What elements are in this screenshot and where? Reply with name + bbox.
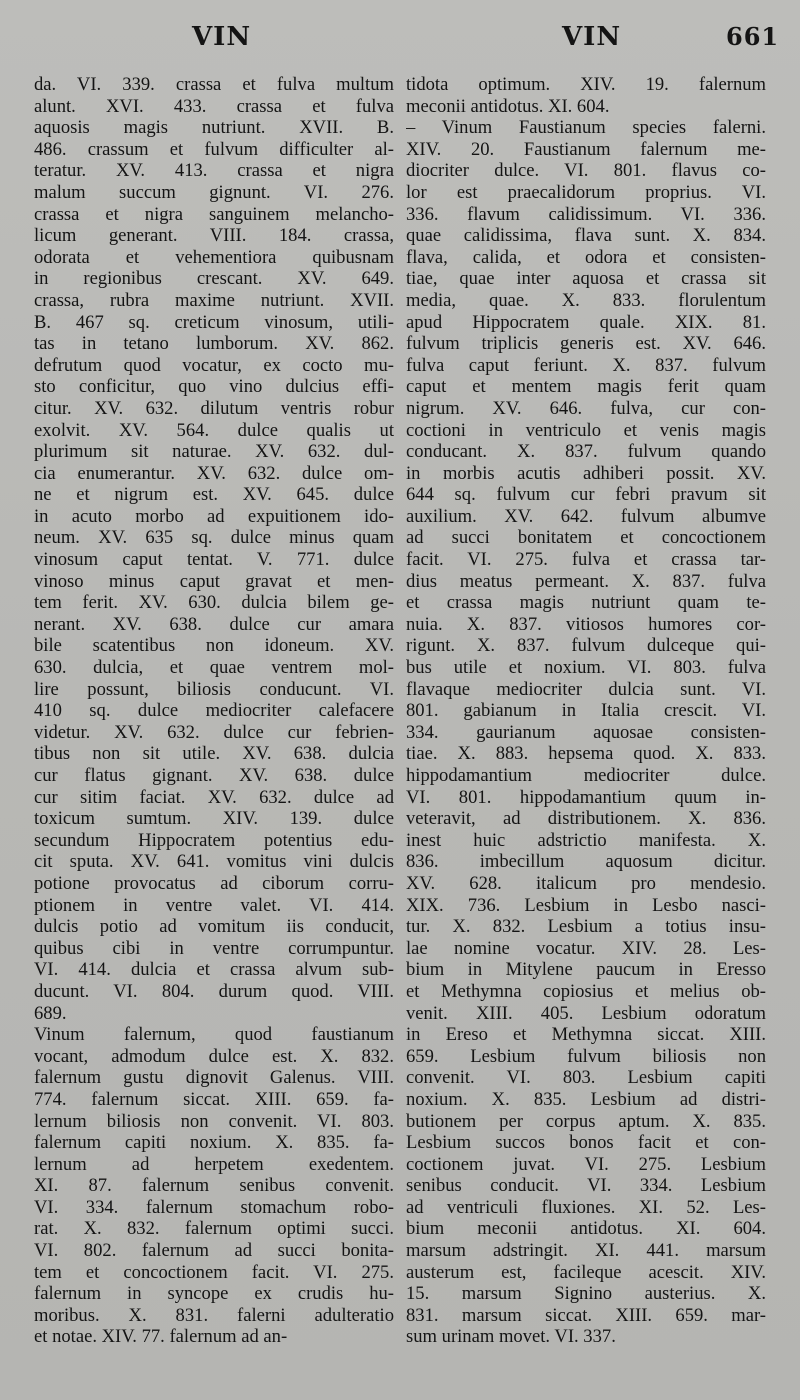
page-number: 661 — [726, 22, 780, 51]
text-line: facit. VI. 275. fulva et crassa tar- — [406, 549, 766, 571]
text-line: rat. X. 832. falernum optimi succi. — [34, 1218, 394, 1240]
text-line: licum generant. VIII. 184. crassa, — [34, 225, 394, 247]
text-line: 801. gabianum in Italia crescit. VI. — [406, 700, 766, 722]
text-line: potione provocatus ad ciborum corru- — [34, 872, 394, 894]
text-line: convenit. VI. 803. Lesbium capiti — [406, 1067, 766, 1089]
text-line: bium meconii antidotus. XI. 604. — [406, 1218, 766, 1240]
running-header — [0, 22, 800, 62]
text-line: in acuto morbo ad expuitionem ido- — [34, 505, 394, 527]
text-line: in Ereso et Methymna siccat. XIII. — [406, 1024, 766, 1046]
text-line: apud Hippocratem quale. XIX. 81. — [406, 311, 766, 333]
text-line: falernum in syncope ex crudis hu- — [34, 1283, 394, 1305]
text-line: inest huic adstrictio manifesta. X. — [406, 829, 766, 851]
text-line: ad ventriculi fluxiones. XI. 52. Les- — [406, 1196, 766, 1218]
text-line: butionem per corpus aptum. X. 835. — [406, 1110, 766, 1132]
text-line: rigunt. X. 837. fulvum dulceque qui- — [406, 635, 766, 657]
text-line: vinoso minus caput gravat et men- — [34, 570, 394, 592]
text-line: 410 sq. dulce mediocriter calefacere — [34, 700, 394, 722]
text-line: bium in Mitylene paucum in Eresso — [406, 959, 766, 981]
text-line: noxium. X. 835. Lesbium ad distri- — [406, 1088, 766, 1110]
text-line: fulva caput feriunt. X. 837. fulvum — [406, 354, 766, 376]
text-line: 630. dulcia, et quae ventrem mol- — [34, 657, 394, 679]
text-line: tem et concoctionem facit. VI. 275. — [34, 1261, 394, 1283]
text-line: cia enumerantur. XV. 632. dulce om- — [34, 462, 394, 484]
text-line: flava, calida, et odora et consisten- — [406, 246, 766, 268]
text-line: fulvum triplicis generis est. XV. 646. — [406, 333, 766, 355]
text-line: austerum est, facileque acescit. XIV. — [406, 1261, 766, 1283]
text-line: quae calidissima, flava sunt. X. 834. — [406, 225, 766, 247]
text-line: citur. XV. 632. dilutum ventris robur — [34, 397, 394, 419]
left-text-column — [34, 74, 394, 1348]
text-line: auxilium. XV. 642. fulvum albumve — [406, 505, 766, 527]
text-line: ad succi bonitatem et concoctionem — [406, 527, 766, 549]
text-line: tidota optimum. XIV. 19. falernum — [406, 74, 766, 95]
text-line: cur sitim faciat. XV. 632. dulce ad — [34, 786, 394, 808]
text-line: sum urinam movet. VI. 337. — [406, 1326, 616, 1348]
text-line: lor est praecalidorum proprius. VI. — [406, 181, 766, 203]
text-line: et Methymna copiosius et melius ob- — [406, 980, 766, 1002]
text-line: sto conficitur, quo vino dulcius effi- — [34, 376, 394, 398]
text-line: VI. 414. dulcia et crassa alvum sub- — [34, 959, 394, 981]
text-line: tas in tetano lumborum. XV. 862. — [34, 333, 394, 355]
text-line: diocriter dulce. VI. 801. flavus co- — [406, 160, 766, 182]
text-line: dulcis potio ad vomitum iis conducit, — [34, 916, 394, 938]
text-line: tiae. X. 883. hepsema quod. X. 833. — [406, 743, 766, 765]
header-right-word: VIN — [562, 22, 622, 52]
text-line: lire possunt, biliosis conducunt. VI. — [34, 678, 394, 700]
text-line: coctioni in ventriculo et venis magis — [406, 419, 766, 441]
text-line: XIX. 736. Lesbium in Lesbo nasci- — [406, 894, 766, 916]
text-line: cur flatus gignant. XV. 638. dulce — [34, 765, 394, 786]
text-line: – Vinum Faustianum species falerni. — [406, 117, 766, 139]
text-line: in regionibus crescant. XV. 649. — [34, 268, 394, 290]
text-line: secundum Hippocratem potentius edu- — [34, 829, 394, 851]
text-line: coctionem juvat. VI. 275. Lesbium — [406, 1153, 766, 1175]
text-line: malum succum gignunt. VI. 276. — [34, 181, 394, 203]
text-line: meconii antidotus. XI. 604. — [406, 95, 610, 117]
text-line: cit sputa. XV. 641. vomitus vini dulcis — [34, 851, 394, 873]
text-line: flavaque mediocriter dulcia sunt. VI. — [406, 678, 766, 700]
text-line: 336. flavum calidissimum. VI. 336. — [406, 203, 766, 225]
text-line: in morbis acutis adhiberi possit. XV. — [406, 462, 766, 484]
text-line: moribus. X. 831. falerni adulteratio — [34, 1304, 394, 1326]
text-line: 836. imbecillum aquosum dicitur. — [406, 851, 766, 873]
text-line: 334. gaurianum aquosae consisten- — [406, 721, 766, 743]
text-line: caput et mentem magis ferit quam — [406, 376, 766, 398]
text-line: 644 sq. fulvum cur febri pravum sit — [406, 484, 766, 506]
text-line: Vinum falernum, quod faustianum — [34, 1024, 394, 1046]
text-line: toxicum sumtum. XIV. 139. dulce — [34, 808, 394, 830]
text-line: senibus conducit. VI. 334. Lesbium — [406, 1175, 766, 1197]
text-line: marsum adstringit. XI. 441. marsum — [406, 1240, 766, 1262]
text-line: dius meatus permeant. X. 837. fulva — [406, 570, 766, 592]
text-line: bus utile et noxium. VI. 803. fulva — [406, 657, 766, 679]
text-line: lernum biliosis non convenit. VI. 803. — [34, 1110, 394, 1132]
text-line: vinosum caput tentat. V. 771. dulce — [34, 549, 394, 571]
text-line: nigrum. XV. 646. fulva, cur con- — [406, 397, 766, 419]
text-line: 774. falernum siccat. XIII. 659. fa- — [34, 1088, 394, 1110]
text-line: veteravit, ad distributionem. X. 836. — [406, 808, 766, 830]
text-line: da. VI. 339. crassa et fulva multum — [34, 74, 394, 95]
text-line: defrutum quod vocatur, ex cocto mu- — [34, 354, 394, 376]
text-line: B. 467 sq. creticum vinosum, utili- — [34, 311, 394, 333]
text-line: ne et nigrum est. XV. 645. dulce — [34, 484, 394, 506]
text-line: et notae. XIV. 77. falernum ad an- — [34, 1326, 288, 1348]
text-line: crassa et nigra sanguinem melancho- — [34, 203, 394, 225]
text-line: tiae, quae inter aquosa et crassa sit — [406, 268, 766, 290]
text-line: media, quae. X. 833. florulentum — [406, 289, 766, 311]
text-line: lae nomine vocatur. XIV. 28. Les- — [406, 937, 766, 959]
text-line: plurimum sit naturae. XV. 632. dul- — [34, 441, 394, 463]
text-line: Lesbium succos bonos facit et con- — [406, 1132, 766, 1154]
text-line: videtur. XV. 632. dulce cur febrien- — [34, 721, 394, 743]
header-left-word: VIN — [192, 22, 252, 52]
right-text-column — [406, 74, 766, 1348]
text-line: bile scatentibus non idoneum. XV. — [34, 635, 394, 657]
text-line: 486. crassum et fulvum difficulter al- — [34, 138, 394, 160]
text-line: crassa, rubra maxime nutriunt. XVII. — [34, 289, 394, 311]
text-line: nuia. X. 837. vitiosos humores cor- — [406, 613, 766, 635]
text-line: nerant. XV. 638. dulce cur amara — [34, 613, 394, 635]
text-line: 659. Lesbium fulvum biliosis non — [406, 1045, 766, 1067]
text-line: 831. marsum siccat. XIII. 659. mar- — [406, 1304, 766, 1326]
text-line: lernum ad herpetem exedentem. — [34, 1153, 394, 1175]
text-line: tibus non sit utile. XV. 638. dulcia — [34, 743, 394, 765]
text-line: exolvit. XV. 564. dulce qualis ut — [34, 419, 394, 441]
text-line: VI. 334. falernum stomachum robo- — [34, 1196, 394, 1218]
text-line: XV. 628. italicum pro mendesio. — [406, 872, 766, 894]
text-line: neum. XV. 635 sq. dulce minus quam — [34, 527, 394, 549]
text-line: falernum gustu dignovit Galenus. VIII. — [34, 1067, 394, 1089]
text-line: ducunt. VI. 804. durum quod. VIII. — [34, 980, 394, 1002]
text-line: vocant, admodum dulce est. X. 832. — [34, 1045, 394, 1067]
text-line: conducant. X. 837. fulvum quando — [406, 441, 766, 463]
text-line: ptionem in ventre valet. VI. 414. — [34, 894, 394, 916]
text-line: alunt. XVI. 433. crassa et fulva — [34, 95, 394, 117]
text-line: tem ferit. XV. 630. dulcia bilem ge- — [34, 592, 394, 614]
text-line: quibus cibi in ventre corrumpuntur. — [34, 937, 394, 959]
text-line: tur. X. 832. Lesbium a totius insu- — [406, 916, 766, 938]
text-line: teratur. XV. 413. crassa et nigra — [34, 160, 394, 182]
text-line: VI. 802. falernum ad succi bonita- — [34, 1240, 394, 1262]
text-line: aquosis magis nutriunt. XVII. B. — [34, 117, 394, 139]
text-line: XI. 87. falernum senibus convenit. — [34, 1175, 394, 1197]
text-line: falernum capiti noxium. X. 835. fa- — [34, 1132, 394, 1154]
text-line: 689. — [34, 1002, 67, 1024]
text-line: XIV. 20. Faustianum falernum me- — [406, 138, 766, 160]
text-line: 15. marsum Signino austerius. X. — [406, 1283, 766, 1305]
text-line: odorata et vehementiora quibusnam — [34, 246, 394, 268]
text-line: venit. XIII. 405. Lesbium odoratum — [406, 1002, 766, 1024]
text-line: hippodamantium mediocriter dulce. — [406, 765, 766, 786]
text-line: VI. 801. hippodamantium quum in- — [406, 786, 766, 808]
text-line: et crassa magis nutriunt quam te- — [406, 592, 766, 614]
